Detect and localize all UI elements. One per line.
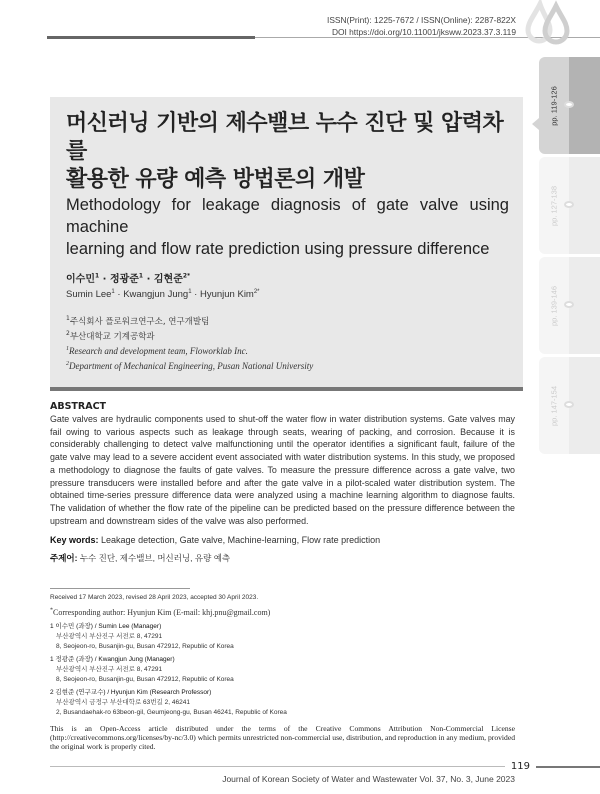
- affiliation: [66, 359, 509, 374]
- aff-sup: 2: [66, 360, 69, 367]
- tab-pp-147-154[interactable]: [539, 357, 600, 454]
- author-name: Sumin Lee: [66, 289, 112, 300]
- keywords-label: 주제어:: [50, 553, 78, 564]
- separator: ·: [99, 274, 110, 285]
- corresponding-mark: *: [50, 607, 53, 614]
- title-korean-line2: 활용한 유량 예측 방법론의 개발: [66, 167, 365, 192]
- journal-citation: Journal of Korean Society of Water and Wastewater Vol. 37, No. 3, June 2023: [222, 774, 515, 785]
- address-korean: 부산광역시 금정구 부산대학로 63번길 2, 46241: [56, 699, 190, 707]
- title-block: [50, 97, 523, 391]
- author-sup: 2*: [253, 288, 260, 295]
- aff-sup: 1: [66, 315, 70, 323]
- authors-korean: [66, 272, 509, 287]
- author-address: [50, 655, 523, 685]
- address-english: 2, Busandaehak-ro 63beon-gil, Geumjeong-gu, Busan 46241, Republic of Korea: [56, 709, 287, 717]
- title-korean-line1: 머신러닝 기반의 제수밸브 누수 진단 및 압력차를: [66, 111, 504, 164]
- authors-english: [66, 287, 509, 302]
- water-drop-logo-icon: [524, 0, 574, 45]
- keywords-english: [50, 534, 523, 546]
- corresponding-author: [50, 607, 523, 618]
- author-address: [50, 688, 523, 718]
- title-english-line1: Methodology for leakage diagnosis of gate valve using machine: [66, 196, 509, 236]
- separator: ·: [191, 289, 200, 300]
- author-address: [50, 622, 523, 652]
- tab-marker-icon: [564, 401, 574, 408]
- keywords-label: Key words:: [50, 535, 99, 546]
- aff-sup: 2: [66, 329, 70, 337]
- tab-pp-127-138[interactable]: [539, 157, 600, 254]
- tab-marker-icon: [564, 101, 574, 108]
- tab-label: pp. 139-146: [549, 285, 559, 326]
- aff-text: Research and development team, Floworklab Inc.: [69, 346, 248, 356]
- page-number-line: [536, 766, 600, 768]
- aff-sup: 1: [66, 346, 69, 352]
- separator: ·: [143, 274, 154, 285]
- address-korean: 부산광역시 부산진구 서전로 8, 47291: [56, 666, 163, 674]
- tab-pp-139-146[interactable]: [539, 257, 600, 354]
- author-sup: 1: [188, 288, 192, 295]
- header-rule-dark: [47, 36, 255, 39]
- address-english: 8, Seojeon-ro, Busanjin-gu, Busan 472912, Republic of Korea: [56, 676, 234, 684]
- abstract-body: Gate valves are hydraulic components used to shut-off the water flow in water distribution systems. Gate valves may fail owing to various aspects such as leakage through seats, wearing of packing, and corrosion. Because it is considerably challenging to detect valve malfunctioning until the operator identifies a significant fault, failure of the gate valve may lead to a severe accident event associated with water distribution systems. In this study, we proposed a methodology to diagnose the faults of gate valves. To measure the pressure difference across a gate valve, two pressure transducers were installed before and after the gate valve in a pilot-scaled water distribution system. The obtained time-series pressure difference data were analyzed using a machine learning algorithm to diagnose faults. The validation of whether the flow rate of the pipeline can be predicted based on the pressure difference between the upstream and downstream sides of the valve was also performed.: [50, 414, 515, 526]
- affiliation: [66, 344, 509, 359]
- author-sup: 1: [138, 272, 144, 280]
- author-address-head: 1 이수민 (과장) / Sumin Lee (Manager): [50, 623, 162, 631]
- author-name: 이수민: [66, 274, 95, 285]
- aff-text: Department of Mechanical Engineering, Pusan National University: [69, 360, 314, 371]
- author-sup: 1: [111, 288, 115, 295]
- page-number: 119: [510, 761, 530, 773]
- doi[interactable]: DOI https://doi.org/10.11001/jksww.2023.37.3.119: [331, 27, 516, 37]
- affiliation: [66, 315, 509, 330]
- footer-rule: [50, 766, 505, 767]
- affiliation: [66, 330, 509, 345]
- author-name: 김현준: [153, 274, 183, 285]
- aff-text: 부산대학교 기계공학과: [69, 331, 155, 342]
- aff-text: 주식회사 플로워크연구소, 연구개발팀: [69, 317, 210, 327]
- keywords-text: 누수 진단, 제수밸브, 머신러닝, 유량 예측: [79, 553, 231, 564]
- separator: ·: [114, 289, 124, 300]
- address-english: 8, Seojeon-ro, Busanjin-gu, Busan 472912, Republic of Korea: [56, 643, 234, 651]
- author-name: Kwangjun Jung: [123, 289, 189, 300]
- article-front-matter: [50, 97, 530, 785]
- active-tab-pointer: [532, 118, 539, 130]
- author-address-head: 2 김현준 (연구교수) / Hyunjun Kim (Research Professor): [50, 689, 212, 697]
- corresponding-text: Corresponding author: Hyunjun Kim (E-mail: khj.pnu@gmail.com): [53, 608, 271, 618]
- tab-label: pp. 147-154: [549, 385, 559, 426]
- page-footer: [50, 761, 600, 772]
- keywords-text: Leakage detection, Gate valve, Machine-learning, Flow rate prediction: [101, 535, 381, 546]
- footnote-rule: [50, 588, 190, 589]
- author-sup: 1: [94, 272, 100, 280]
- author-sup: 2*: [182, 272, 191, 280]
- license-notice: This is an Open-Access article distributed under the terms of the Creative Commons Attribution Non-Commercial License (http://creativecommons.org/licenses/by-nc/3.0) which permits unrestricted non-commercial use, distribution, and reproduction in any medium, provided the original work is properly cited.: [50, 724, 515, 752]
- issn: ISSN(Print): 1225-7672 / ISSN(Online): 2287-822X: [327, 15, 516, 25]
- tab-marker-icon: [564, 301, 574, 308]
- tab-marker-icon: [564, 201, 574, 208]
- abstract-heading: ABSTRACT: [50, 401, 107, 412]
- author-name: 정광준: [109, 274, 139, 285]
- author-name: Hyunjun Kim: [199, 289, 254, 300]
- keywords-korean: [50, 552, 523, 564]
- tab-pp-119-126[interactable]: [539, 57, 600, 154]
- tab-label: pp. 127-138: [549, 185, 559, 226]
- address-korean: 부산광역시 부산진구 서전로 8, 47291: [56, 633, 163, 641]
- journal-identifiers: [327, 14, 516, 38]
- title-english-line2: learning and flow rate prediction using pressure difference: [66, 240, 490, 258]
- author-address-head: 1 정광준 (과장) / Kwangjun Jung (Manager): [50, 656, 175, 664]
- received-dates: Received 17 March 2023, revised 28 April 2023, accepted 30 April 2023.: [50, 594, 259, 602]
- tab-label: pp. 119-126: [549, 85, 559, 126]
